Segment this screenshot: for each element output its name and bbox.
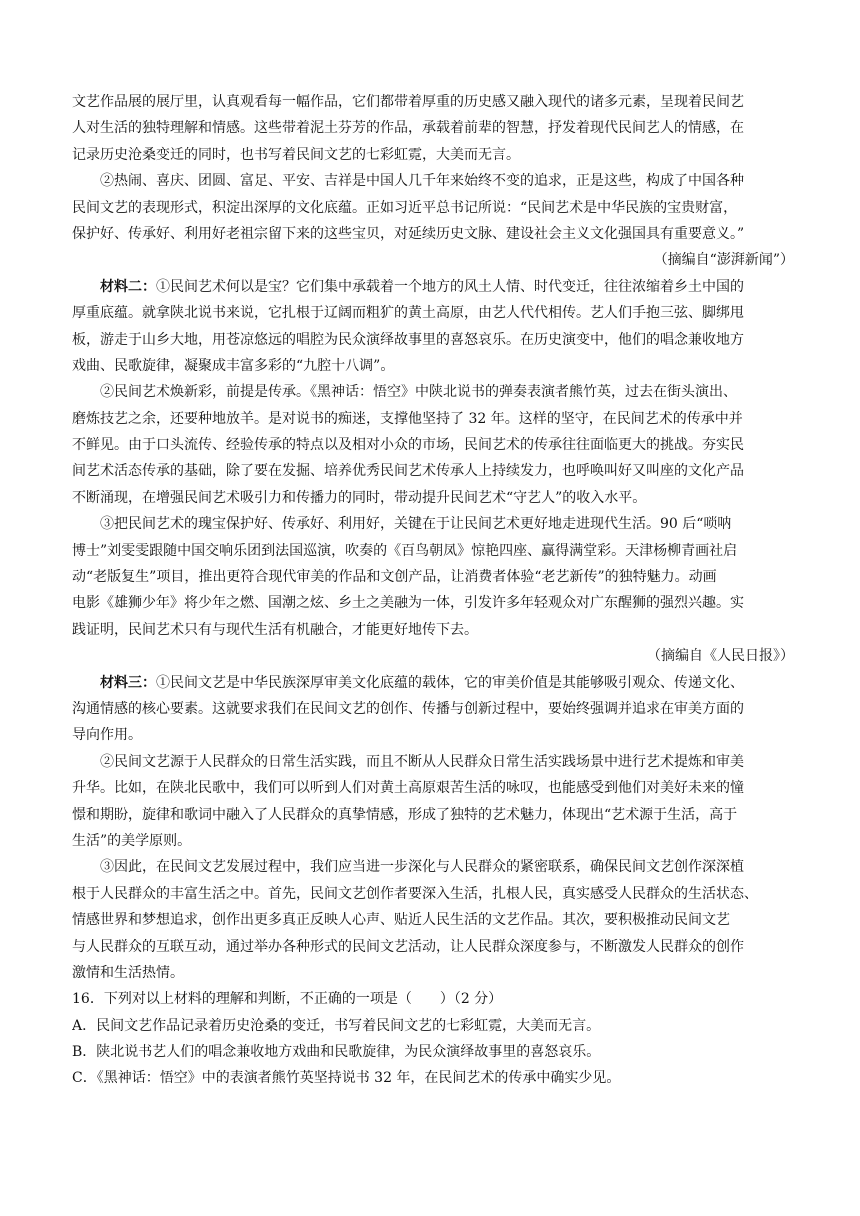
- text-line: ③把民间艺术的瑰宝保护好、传承好、利用好，关键在于让民间艺术更好地走进现代生活。90 后“唢呐: [100, 516, 732, 533]
- text-line: 保护好、传承好、利用好老祖宗留下来的这些宝贝，对延续历史文脉、建设社会主义文化强国具有重要意义。”: [72, 225, 745, 242]
- material-two-label: 材料二：: [100, 278, 156, 295]
- text-line: 动“老版复生”项目，推出更符合现代审美的作品和文创产品，让消费者体验“老艺新传”的独特魅力。动画: [72, 569, 717, 586]
- text-line: ①民间艺术何以是宝？它们集中承载着一个地方的风土人情、时代变迁，往往浓缩着乡土中国的: [156, 278, 744, 295]
- text-line: 电影《雄狮少年》将少年之燃、国潮之炫、乡土之美融为一体，引发许多年轻观众对广东醒狮的强烈兴趣。实: [72, 595, 744, 612]
- text-line: 板，游走于山乡大地，用苍凉悠远的唱腔为民众演绎故事里的喜怒哀乐。在历史演变中，他们的唱念兼收地方: [72, 331, 744, 348]
- source-citation: （摘编自《人民日报》）: [647, 648, 794, 665]
- text-line: 民间文艺的表现形式，积淀出深厚的文化底蕴。正如习近平总书记所说：“民间艺术是中华民族的宝贵财富，: [72, 199, 738, 216]
- text-line: 憬和期盼，旋律和歌词中融入了人民群众的真挚情感，形成了独特的艺术魅力，体现出“艺术源于生活，高于: [72, 806, 738, 823]
- text-line: 记录历史沧桑变迁的同时，也书写着民间文艺的七彩虹霓，大美而无言。: [72, 146, 520, 163]
- text-line: 沟通情感的核心要素。这就要求我们在民间文艺的创作、传播与创新过程中，要始终强调并追求在审美方面的: [72, 700, 744, 717]
- material-two-heading-line: [72, 274, 794, 300]
- text-line: 文艺作品展的展厅里，认真观看每一幅作品，它们都带着厚重的历史感又融入现代的诸多元素，呈现着民间艺: [72, 94, 744, 110]
- text-line: 不断涌现，在增强民间艺术吸引力和传播力的同时，带动提升民间艺术“守艺人”的收入水平。: [72, 489, 647, 506]
- text-line: ①民间文艺是中华民族深厚审美文化底蕴的载体，它的审美价值是其能够吸引观众、传递文化、: [156, 674, 744, 691]
- document-page: [72, 89, 794, 1092]
- text-line: 厚重底蕴。就拿陕北说书来说，它扎根于辽阔而粗犷的黄土高原，由艺人代代相传。艺人们手抱三弦、脚绑甩: [72, 305, 744, 322]
- text-line: 根于人民群众的丰富生活之中。首先，民间文艺创作者要深入生活，扎根人民，真实感受人民群众的生活状态、: [72, 885, 758, 902]
- option-a[interactable]: A．民间文艺作品记录着历史沧桑的变迁，书写着民间文艺的七彩虹霓，大美而无言。: [72, 1017, 601, 1034]
- text-line: ②民间文艺源于人民群众的日常生活实践，而且不断从人民群众日常生活实践场景中进行艺术提炼和审美: [100, 753, 744, 770]
- text-line: 不鲜见。由于口头流传、经验传承的特点以及相对小众的市场，民间艺术的传承往往面临更大的挑战。夯实民: [72, 437, 744, 454]
- text-line: 博士”刘雯雯跟随中国交响乐团到法国巡演，吹奏的《百鸟朝凤》惊艳四座、赢得满堂彩。天津杨柳青画社启: [72, 542, 738, 559]
- text-line: 人对生活的独特理解和情感。这些带着泥土芬芳的作品，承载着前辈的智慧，抒发着现代民间艺人的情感，在: [72, 120, 744, 137]
- text-line: 升华。比如，在陕北民歌中，我们可以听到人们对黄土高原艰苦生活的咏叹，也能感受到他们对美好未来的憧: [72, 780, 744, 797]
- text-line: 磨炼技艺之余，还要种地放羊。是对说书的痴迷，支撑他坚持了 32 年。这样的坚守，在民间艺术的传承中并: [72, 410, 743, 427]
- source-citation: （摘编自“澎湃新闻”）: [653, 252, 794, 269]
- text-line: 导向作用。: [72, 727, 142, 744]
- text-line: ②民间艺术焕新彩，前提是传承。《黑神话：悟空》中陕北说书的弹奏表演者熊竹英，过去在街头演出、: [100, 384, 737, 401]
- material-three-label: 材料三：: [100, 674, 156, 691]
- text-line: 间艺术活态传承的基础，除了要在发掘、培养优秀民间艺术传承人上持续发力，也呼唤叫好又叫座的文化产品: [72, 463, 744, 480]
- text-line: 践证明，民间艺术只有与现代生活有机融合，才能更好地传下去。: [72, 621, 478, 638]
- text-line: ③因此，在民间文艺发展过程中，我们应当进一步深化与人民群众的紧密联系，确保民间文艺创作深深植: [100, 859, 744, 876]
- option-b[interactable]: B．陕北说书艺人们的唱念兼收地方戏曲和民歌旋律，为民众演绎故事里的喜怒哀乐。: [72, 1044, 601, 1061]
- text-line: 生活”的美学原则。: [72, 832, 192, 849]
- question-stem: 16．下列对以上材料的理解和判断，不正确的一项是（ ）（2 分）: [72, 991, 503, 1008]
- text-line: 激情和生活热情。: [72, 964, 184, 981]
- option-c[interactable]: C．《黑神话：悟空》中的表演者熊竹英坚持说书 32 年，在民间艺术的传承中确实少见。: [72, 1070, 621, 1087]
- text-line: 戏曲、民歌旋律，凝聚成丰富多彩的“九腔十八调”。: [72, 357, 395, 374]
- text-line: 与人民群众的互联互动，通过举办各种形式的民间文艺活动，让人民群众深度参与，不断激发人民群众的创作: [72, 938, 744, 955]
- text-line: 情感世界和梦想追求，创作出更多真正反映人心声、贴近人民生活的文艺作品。其次，要积极推动民间文艺: [72, 912, 730, 929]
- material-three-heading-line: [72, 670, 794, 696]
- text-line: ②热闹、喜庆、团圆、富足、平安、吉祥是中国人几千年来始终不变的追求，正是这些，构成了中国各种: [100, 173, 744, 190]
